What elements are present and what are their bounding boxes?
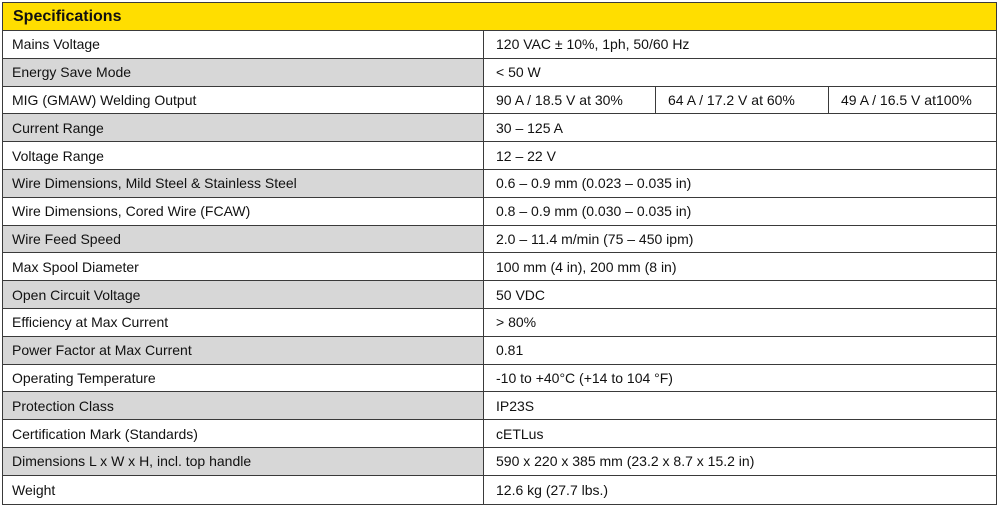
table-row (3, 392, 996, 420)
table-row (3, 448, 996, 476)
table-row (3, 309, 996, 337)
row-label: Mains Voltage (3, 31, 484, 58)
row-value-60-percent: 64 A / 17.2 V at 60% (656, 87, 829, 114)
row-value: 0.8 – 0.9 mm (0.030 – 0.035 in) (484, 198, 996, 225)
table-row (3, 420, 996, 448)
table-row (3, 226, 996, 254)
row-label: Weight (3, 476, 484, 504)
row-value: 120 VAC ± 10%, 1ph, 50/60 Hz (484, 31, 996, 58)
table-row (3, 31, 996, 59)
row-label: Protection Class (3, 392, 484, 419)
row-value-30-percent: 90 A / 18.5 V at 30% (484, 87, 656, 114)
row-value: -10 to +40°C (+14 to 104 °F) (484, 365, 996, 392)
row-value: IP23S (484, 392, 996, 419)
table-row (3, 87, 996, 115)
row-value: 0.81 (484, 337, 996, 364)
table-title: Specifications (13, 7, 122, 25)
table-row (3, 59, 996, 87)
table-row (3, 253, 996, 281)
row-label: Dimensions L x W x H, incl. top handle (3, 448, 484, 475)
row-label: Open Circuit Voltage (3, 281, 484, 308)
row-label: Max Spool Diameter (3, 253, 484, 280)
table-header (3, 3, 996, 31)
row-value: cETLus (484, 420, 996, 447)
row-label: MIG (GMAW) Welding Output (3, 87, 484, 114)
row-value: 50 VDC (484, 281, 996, 308)
row-label: Power Factor at Max Current (3, 337, 484, 364)
table-row (3, 114, 996, 142)
row-label: Certification Mark (Standards) (3, 420, 484, 447)
table-row (3, 337, 996, 365)
row-value: < 50 W (484, 59, 996, 86)
row-label: Voltage Range (3, 142, 484, 169)
row-value: 2.0 – 11.4 m/min (75 – 450 ipm) (484, 226, 996, 253)
row-label: Operating Temperature (3, 365, 484, 392)
row-value-100-percent: 49 A / 16.5 V at100% (841, 91, 972, 108)
row-value: 30 – 125 A (484, 114, 996, 141)
table-row (3, 365, 996, 393)
row-value: 100 mm (4 in), 200 mm (8 in) (484, 253, 996, 280)
row-label: Wire Dimensions, Cored Wire (FCAW) (3, 198, 484, 225)
specifications-table (2, 2, 997, 505)
table-row (3, 198, 996, 226)
row-label: Efficiency at Max Current (3, 309, 484, 336)
row-value: 590 x 220 x 385 mm (23.2 x 8.7 x 15.2 in) (484, 448, 996, 475)
row-value-group (484, 87, 996, 114)
row-value: > 80% (484, 309, 996, 336)
row-label: Wire Feed Speed (3, 226, 484, 253)
row-label: Current Range (3, 114, 484, 141)
table-row (3, 142, 996, 170)
row-value: 12.6 kg (27.7 lbs.) (484, 476, 996, 504)
row-value: 12 – 22 V (484, 142, 996, 169)
table-row (3, 281, 996, 309)
row-value: 0.6 – 0.9 mm (0.023 – 0.035 in) (484, 170, 996, 197)
row-label: Energy Save Mode (3, 59, 484, 86)
row-label: Wire Dimensions, Mild Steel & Stainless Steel (3, 170, 484, 197)
table-row (3, 170, 996, 198)
table-row (3, 476, 996, 504)
